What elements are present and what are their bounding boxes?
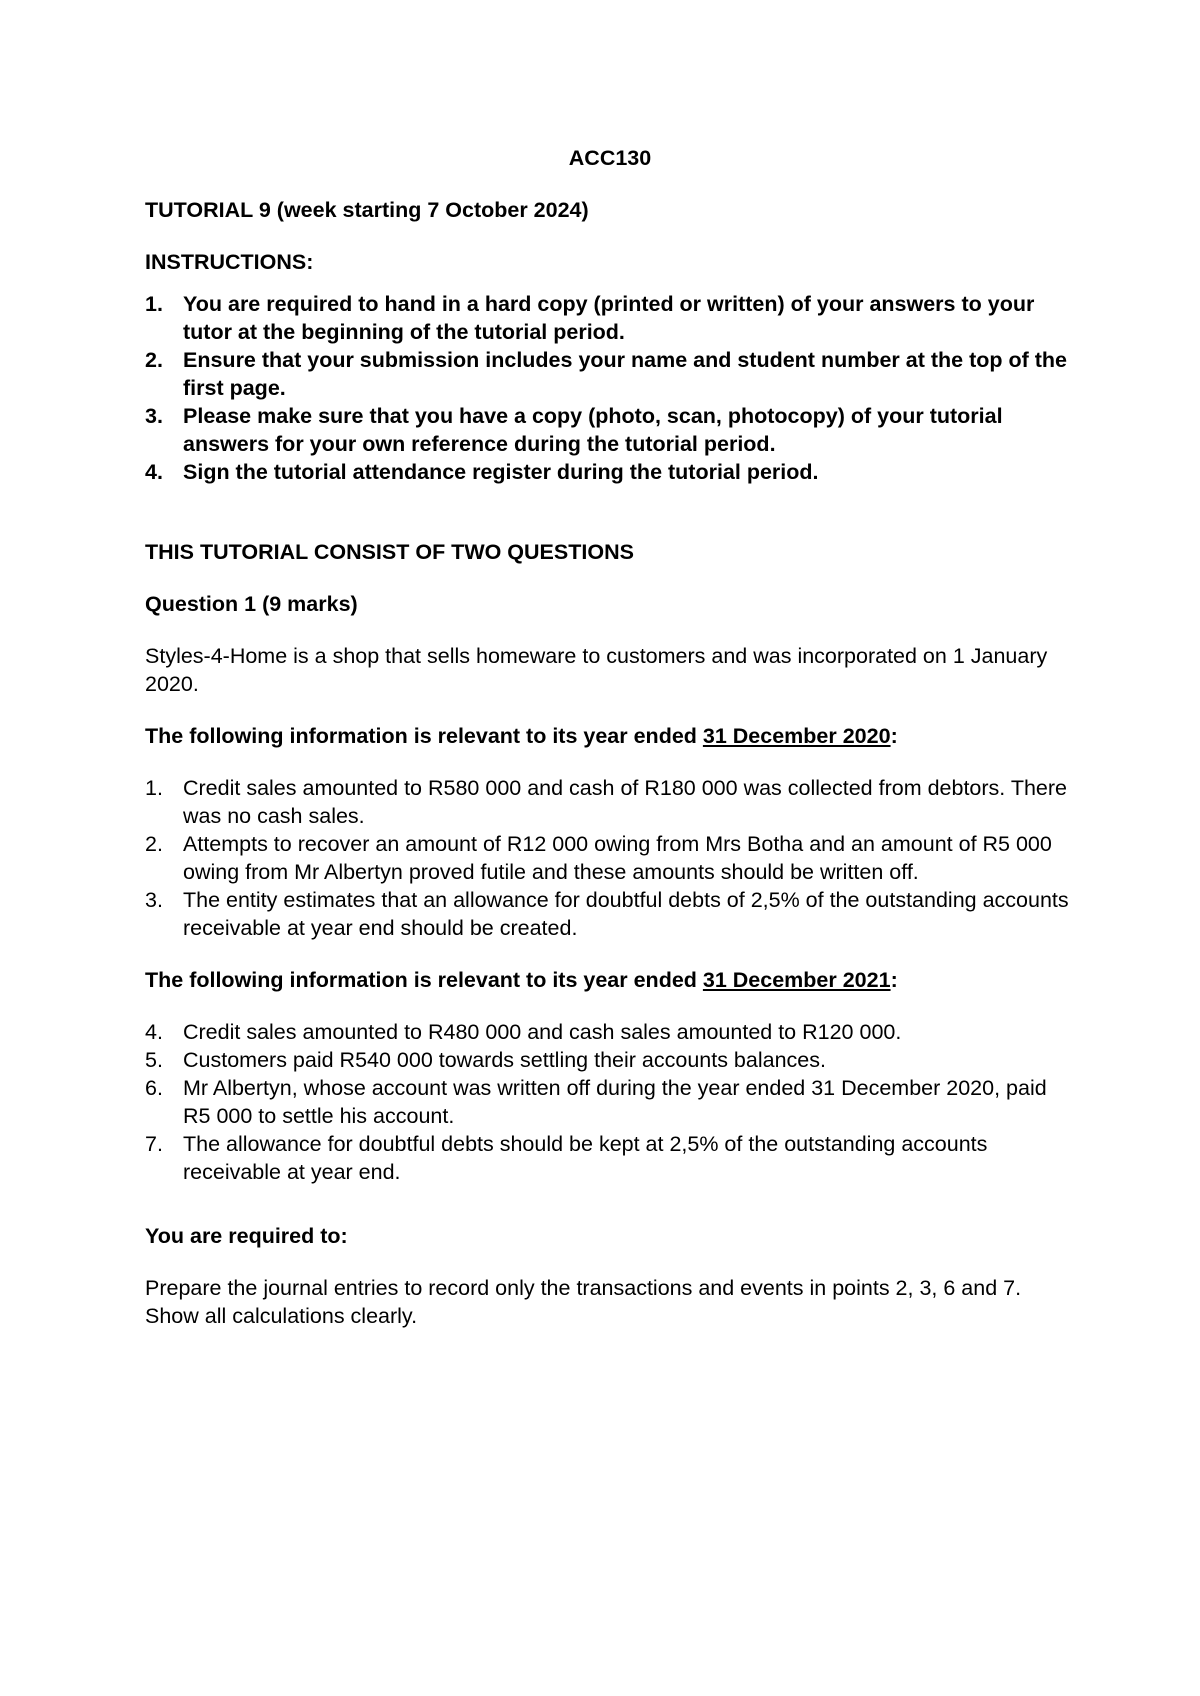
year2-item bbox=[145, 1018, 1075, 1046]
item-text: Credit sales amounted to R580 000 and cash of R180 000 was collected from debtors. There was no cash sales. bbox=[183, 776, 1068, 828]
year1-item bbox=[145, 774, 1075, 830]
instructions-heading: INSTRUCTIONS: bbox=[145, 250, 314, 274]
instruction-item bbox=[145, 402, 1075, 458]
instruction-text: Please make sure that you have a copy (photo, scan, photocopy) of your tutorial answers for your own reference during the tutorial period. bbox=[183, 404, 1003, 456]
year2-heading bbox=[145, 966, 1075, 994]
item-text: Attempts to recover an amount of R12 000 owing from Mrs Botha and an amount of R5 000 owing from Mr Albertyn proved futile and these amounts should be written off. bbox=[183, 832, 1052, 884]
year2-heading-date: 31 December 2021 bbox=[702, 968, 891, 992]
item-number: 2. bbox=[145, 832, 163, 856]
year1-item bbox=[145, 830, 1075, 886]
item-text: Customers paid R540 000 towards settling their accounts balances. bbox=[183, 1048, 826, 1072]
item-text: Mr Albertyn, whose account was written off during the year ended 31 December 2020, paid R5 000 to settle his account. bbox=[183, 1076, 1047, 1128]
item-number: 6. bbox=[145, 1076, 163, 1100]
tutorial-title: TUTORIAL 9 (week starting 7 October 2024) bbox=[145, 198, 589, 222]
instructions-list bbox=[145, 290, 1075, 486]
consist-heading: THIS TUTORIAL CONSIST OF TWO QUESTIONS bbox=[145, 540, 634, 564]
year2-item bbox=[145, 1130, 1075, 1186]
required-heading: You are required to: bbox=[145, 1224, 348, 1248]
instruction-number: 3. bbox=[145, 404, 163, 428]
item-text: The allowance for doubtful debts should be kept at 2,5% of the outstanding accounts receivable at year end. bbox=[183, 1132, 988, 1184]
item-text: The entity estimates that an allowance for doubtful debts of 2,5% of the outstanding accounts receivable at year end should be created. bbox=[183, 888, 1069, 940]
year1-heading-date: 31 December 2020 bbox=[702, 724, 891, 748]
required-text: Prepare the journal entries to record only the transactions and events in points 2, 3, 6 and 7. Show all calculations clearly. bbox=[145, 1276, 1022, 1328]
year1-heading bbox=[145, 722, 1075, 750]
instruction-item bbox=[145, 458, 1075, 486]
instruction-number: 2. bbox=[145, 348, 163, 372]
year1-heading-prefix: The following information is relevant to its year ended bbox=[145, 724, 703, 748]
instruction-item bbox=[145, 346, 1075, 402]
course-code: ACC130 bbox=[568, 146, 652, 170]
item-text: Credit sales amounted to R480 000 and cash sales amounted to R120 000. bbox=[183, 1020, 902, 1044]
instruction-number: 1. bbox=[145, 292, 163, 316]
instruction-text: Ensure that your submission includes your name and student number at the top of the first page. bbox=[183, 348, 1067, 400]
year1-list bbox=[145, 774, 1075, 942]
instruction-text: Sign the tutorial attendance register during the tutorial period. bbox=[183, 460, 819, 484]
instruction-number: 4. bbox=[145, 460, 163, 484]
year2-heading-suffix: : bbox=[890, 968, 898, 992]
item-number: 4. bbox=[145, 1020, 163, 1044]
item-number: 3. bbox=[145, 888, 163, 912]
year2-list bbox=[145, 1018, 1075, 1186]
year2-heading-prefix: The following information is relevant to its year ended bbox=[145, 968, 703, 992]
instruction-item bbox=[145, 290, 1075, 346]
document-page bbox=[145, 144, 1075, 1354]
year1-item bbox=[145, 886, 1075, 942]
year2-item bbox=[145, 1046, 1075, 1074]
instruction-text: You are required to hand in a hard copy (printed or written) of your answers to your tutor at the beginning of the tutorial period. bbox=[183, 292, 1035, 344]
question1-heading: Question 1 (9 marks) bbox=[145, 592, 358, 616]
item-number: 1. bbox=[145, 776, 163, 800]
item-number: 5. bbox=[145, 1048, 163, 1072]
year1-heading-suffix: : bbox=[890, 724, 898, 748]
item-number: 7. bbox=[145, 1132, 163, 1156]
question1-intro: Styles-4-Home is a shop that sells homeware to customers and was incorporated on 1 January 2020. bbox=[145, 644, 1048, 696]
year2-item bbox=[145, 1074, 1075, 1130]
